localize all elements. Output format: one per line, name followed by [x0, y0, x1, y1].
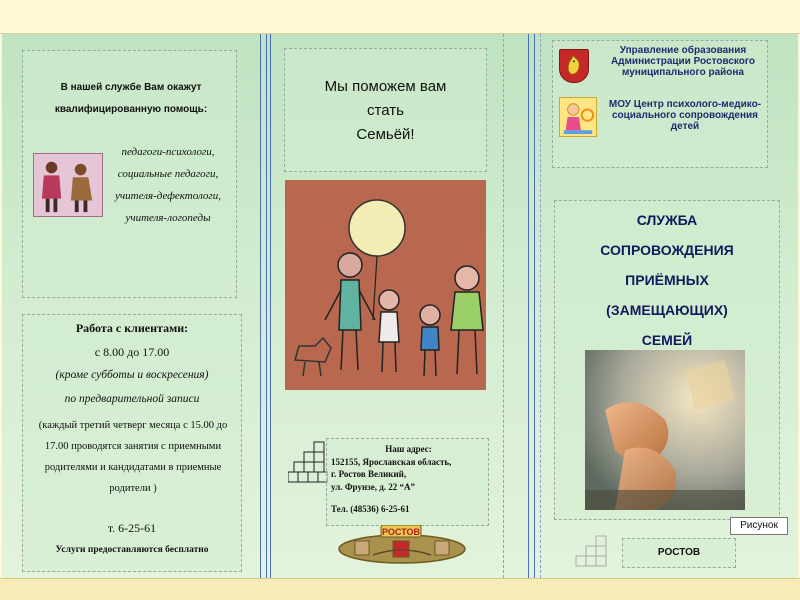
specialist-item: учителя-дефектологи, — [115, 190, 221, 202]
address-box — [326, 438, 489, 526]
organization-box — [552, 40, 768, 168]
hands-photo — [585, 350, 745, 510]
specialist-item: учителя-логопеды — [125, 212, 211, 224]
top-band — [0, 0, 800, 34]
center-name: МОУ Центр психолого-медико-социального сопровождения детей — [608, 99, 762, 132]
fold-guide — [260, 34, 261, 578]
hours-weekend: (кроме субботы и воскресения) — [55, 369, 209, 381]
steps-grid-icon — [572, 534, 608, 570]
slogan-line: стать — [367, 102, 404, 119]
address-line: 152155, Ярославская область, — [331, 456, 452, 467]
fold-guide — [540, 34, 541, 578]
specialist-item: социальные педагоги, — [117, 168, 219, 180]
service-title-line: ПРИЁМНЫХ — [625, 272, 709, 288]
hours-title: Работа с клиентами: — [75, 321, 189, 335]
fold-guide — [534, 34, 535, 578]
service-title-line: СЕМЕЙ — [641, 332, 693, 348]
hours-phone: т. 6-25-61 — [107, 521, 157, 535]
service-title — [555, 205, 779, 355]
address-line: ул. Фрунзе, д. 22 “А” — [331, 481, 416, 492]
fold-guide — [528, 34, 529, 578]
bottom-band — [0, 578, 800, 600]
fold-guide — [266, 34, 267, 578]
steps-grid-icon — [288, 440, 328, 484]
fold-guide — [270, 34, 271, 578]
city-box — [622, 538, 736, 568]
child-drawing-icon — [559, 97, 597, 137]
services-box — [22, 50, 237, 298]
coat-of-arms-icon — [559, 49, 589, 83]
service-title-line: СОПРОВОЖДЕНИЯ — [600, 242, 734, 258]
slogan — [285, 75, 486, 147]
address-phone: Тел. (48536) 6-25-61 — [331, 504, 410, 514]
rostov-logo — [337, 525, 467, 565]
services-intro: В нашей службе Вам окажут квалифицированную помощь: — [54, 82, 208, 115]
rostov-logo-text: РОСТОВ — [382, 527, 420, 537]
hours-note: (каждый третий четверг месяца с 15.00 до 17.00 проводятся занятия с приемными родителями и кандидатами в приемные родители ) — [38, 420, 228, 494]
fold-guide — [503, 34, 504, 578]
service-title-line: СЛУЖБА — [636, 212, 698, 228]
staff-photo — [33, 153, 103, 217]
city-label: РОСТОВ — [657, 547, 701, 558]
specialist-item: педагоги-психологи, — [121, 146, 215, 158]
slogan-box — [284, 48, 487, 172]
family-drawing — [285, 180, 486, 390]
slogan-line: Мы поможем вам — [324, 78, 447, 95]
specialists-list — [103, 141, 233, 229]
slogan-line: Семьёй! — [356, 126, 415, 143]
hours-appointment: по предварительной записи — [64, 393, 200, 405]
working-hours-box — [22, 314, 242, 572]
hours-time: с 8.00 до 17.00 — [94, 345, 170, 359]
address-line: г. Ростов Великий, — [331, 469, 407, 479]
free-services-note: Услуги предоставляются бесплатно — [55, 545, 209, 555]
address-block — [331, 443, 486, 516]
administration-name: Управление образования Администрации Ростовского муниципального района — [610, 45, 756, 78]
address-title: Наш адрес: — [385, 444, 432, 454]
picture-caption: Рисунок — [730, 517, 788, 535]
service-title-line: (ЗАМЕЩАЮЩИХ) — [606, 302, 728, 318]
